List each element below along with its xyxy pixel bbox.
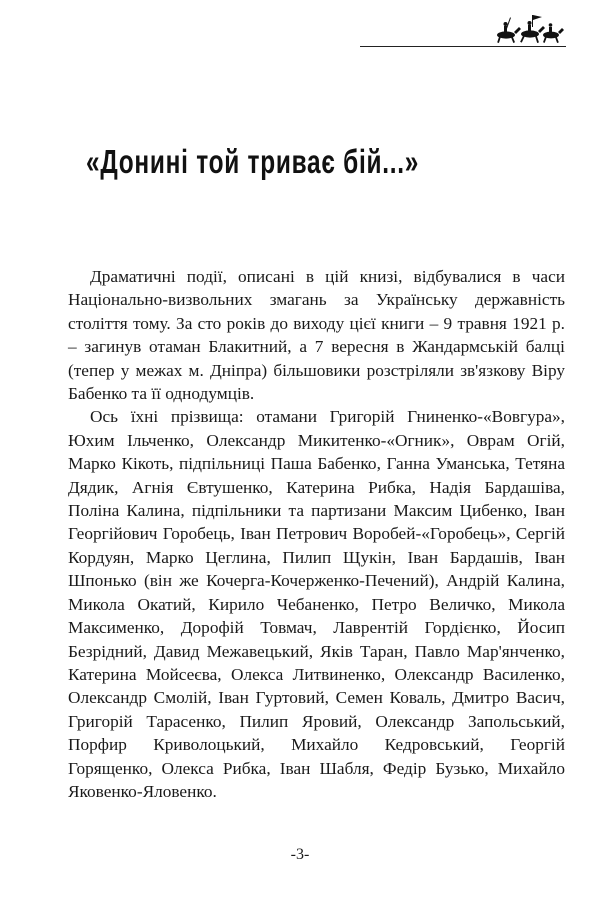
body-text xyxy=(68,265,565,803)
page-number: -3- xyxy=(290,846,310,863)
chapter-title: «Донині той триває бій...» xyxy=(86,143,420,180)
horsemen-silhouette-icon xyxy=(492,14,564,44)
header-rule xyxy=(360,46,566,47)
paragraph: Драматичні події, описані в цій книзі, відбувалися в часи Національно-визвольних змагань за Українську державність століття тому. За сто років до виходу цієї книги – 9 травня 1921 р. – загинув отаман Блакитний, а 7 вересня в Жандармській балці (тепер у межах м. Дніпра) більшовики розстріляли зв'язкову Віру Бабенко та її однодумців. xyxy=(68,267,565,404)
paragraph: Ось їхні прізвища: отамани Григорій Гниненко-«Вовгура», Юхим Ільченко, Олександр Микитенко-«Огник», Оврам Огій, Марко Кікоть, підпільниці Паша Бабенко, Ганна Уманська, Тетяна Дядик, Агнія Євтушенко, Катерина Рибка, Надія Бардашіва, Поліна Калина, підпільники та партизани Максим Цибенко, Іван Георгійович Горобець, Іван Петрович Воробей-«Горобець», Сергій Кордуян, Марко Цеглина, Пилип Щукін, Іван Бардашів, Іван Шпонько (він же Кочерга-Кочерженко-Печений), Андрій Калина, Микола Окатий, Кирило Чебаненко, Петро Величко, Микола Максименко, Дорофій Товмач, Лаврентій Гордієнко, Йосип Безрідний, Давид Межавецький, Яків Таран, Павло Мар'янченко, Катерина Мойсеєва, Олекса Литвиненко, Олександр Василенко, Олександр Смолій, Іван Гуртовий, Семен Коваль, Дмитро Васич, Григорій Тарасенко, Пилип Яровий, Олександр Запольський, Порфир Криволоцький, Михайло Кедровський, Георгій Горященко, Олекса Рибка, Іван Шабля, Федір Бузько, Михайло Яковенко-Яловенко. xyxy=(68,407,565,801)
